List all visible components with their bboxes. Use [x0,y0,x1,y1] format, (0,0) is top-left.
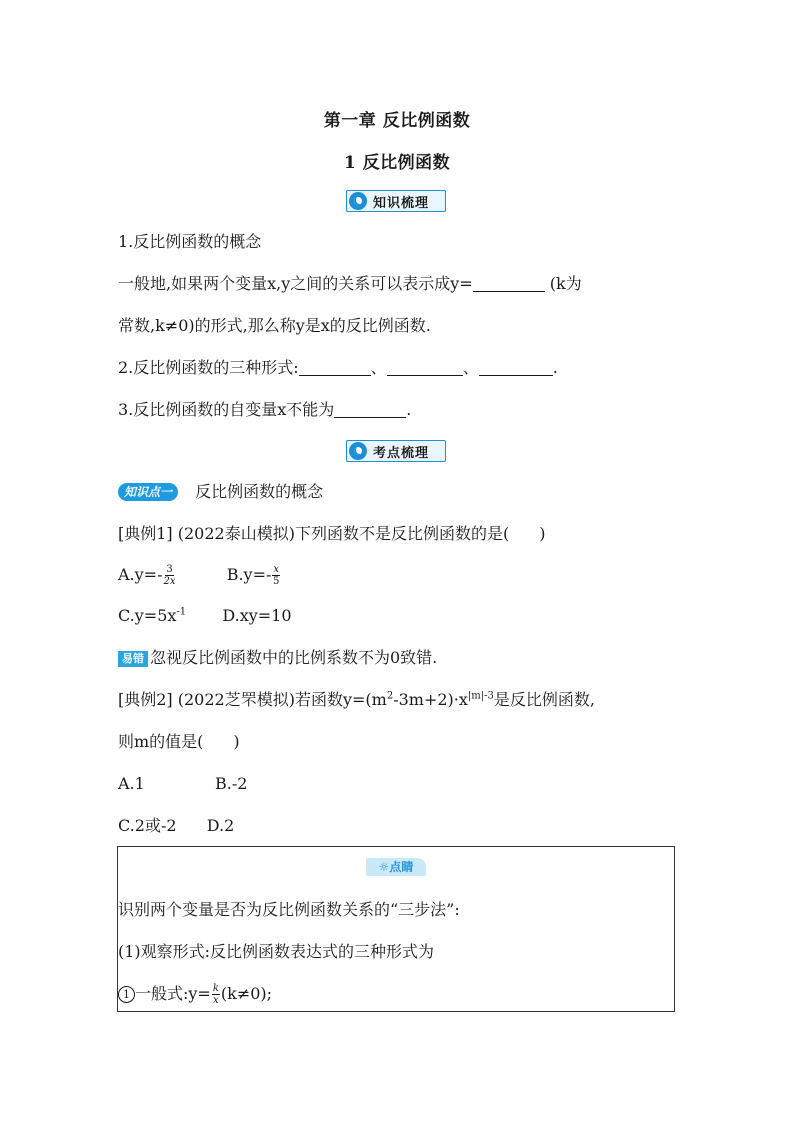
fraction-numerator: 3 [166,564,173,575]
tip-line3-text-b: (k≠0); [220,984,273,1003]
example-1-options-cd [118,606,292,626]
knowledge-point-badge: 知识点一 [118,483,178,501]
option-b-prefix: B.y=- [226,565,272,584]
knowledge-badge-label: 知识梳理 [373,195,430,211]
answer-blank[interactable] [299,359,371,376]
fraction-numerator: x [273,564,280,575]
exam-badge-label: 考点梳理 [373,445,430,461]
k1-text-a: 一般地,如果两个变量x,y之间的关系可以表示成y= [118,274,473,293]
example-2-options-ab [118,774,247,794]
knowledge-item-2 [118,358,558,378]
fraction-denominator: x [213,995,219,1006]
example-1-options-ab [118,562,281,588]
option-c-exponent: -1 [176,606,187,618]
common-mistake-text: 忽视反比例函数中的比例系数不为0致错. [150,648,438,667]
knowledge-item-3 [118,400,411,420]
ex2-text-c: 是反比例函数, [493,690,595,709]
common-mistake-note [118,648,437,668]
answer-blank[interactable] [387,359,463,376]
option-a: A.1 [118,774,145,793]
option-a-prefix: A.y=- [118,565,163,584]
answer-blank[interactable] [334,401,406,418]
fraction [164,564,176,587]
fraction-numerator: k [212,983,219,994]
option-c [118,606,186,625]
knowledge-section-badge [346,190,446,212]
ex2-close: ) [233,732,240,751]
fraction [272,564,280,587]
section-disc-icon [349,192,367,210]
option-c-text: C.y=5x [118,606,177,625]
fraction [212,983,220,1006]
section-disc-icon [349,442,367,460]
k3-prefix: 3.反比例函数的自变量x不能为 [118,400,335,419]
tip-badge: ☼点睛 [366,858,426,876]
chapter-title: 第一章 反比例函数 [323,111,471,131]
option-b: B.-2 [215,774,248,793]
section-title: 1 反比例函数 [343,153,451,173]
example-2-stem-line-1 [118,690,595,710]
k2-end: . [552,358,558,377]
example-2-options-cd [118,816,234,836]
knowledge-point-heading [118,482,323,502]
ex1-stem-text: [典例1] (2022泰山模拟)下列函数不是反比例函数的是( [118,524,510,543]
tip-line-3 [118,980,272,1008]
option-b [226,564,281,587]
answer-blank[interactable] [473,275,545,292]
ex2-text-b: -3m+2)·x [393,690,468,709]
option-d: D.xy=10 [222,606,292,625]
tip-line-2: (1)观察形式:反比例函数表达式的三种形式为 [118,942,435,961]
tip-line-1: 识别两个变量是否为反比例函数关系的“三步法”: [118,900,460,919]
ex1-close: ) [539,524,546,543]
ex2-exponent-2: |m|-3 [467,690,494,702]
circled-number: 1 [118,986,135,1003]
option-a [118,564,177,587]
example-1-stem [118,524,545,544]
answer-blank[interactable] [479,359,553,376]
tip-line3-text-a: 一般式:y= [135,984,211,1003]
fraction-denominator: 2x [163,576,176,587]
ex2-text-a: [典例2] (2022芝罘模拟)若函数y=(m [118,690,387,709]
ex2-exponent-1: 2 [386,690,394,702]
common-mistake-badge: 易错 [118,651,148,667]
k2-sep: 、 [370,358,387,377]
k2-prefix: 2.反比例函数的三种形式: [118,358,299,377]
ex2-line2-text: 则m的值是( [118,732,204,751]
knowledge-item-1-heading: 1.反比例函数的概念 [118,232,262,251]
k1-text-b: (k为 [544,274,582,293]
option-c: C.2或-2 [118,816,177,835]
example-2-stem-line-2 [118,732,240,752]
k2-sep: 、 [462,358,479,377]
knowledge-item-1-line-2: 常数,k≠0)的形式,那么称y是x的反比例函数. [118,316,431,335]
option-d: D.2 [206,816,235,835]
k3-end: . [406,400,412,419]
exam-section-badge [346,440,446,462]
knowledge-point-title: 反比例函数的概念 [195,482,324,501]
knowledge-item-1-line-1 [118,274,582,294]
fraction-denominator: 5 [273,576,280,587]
